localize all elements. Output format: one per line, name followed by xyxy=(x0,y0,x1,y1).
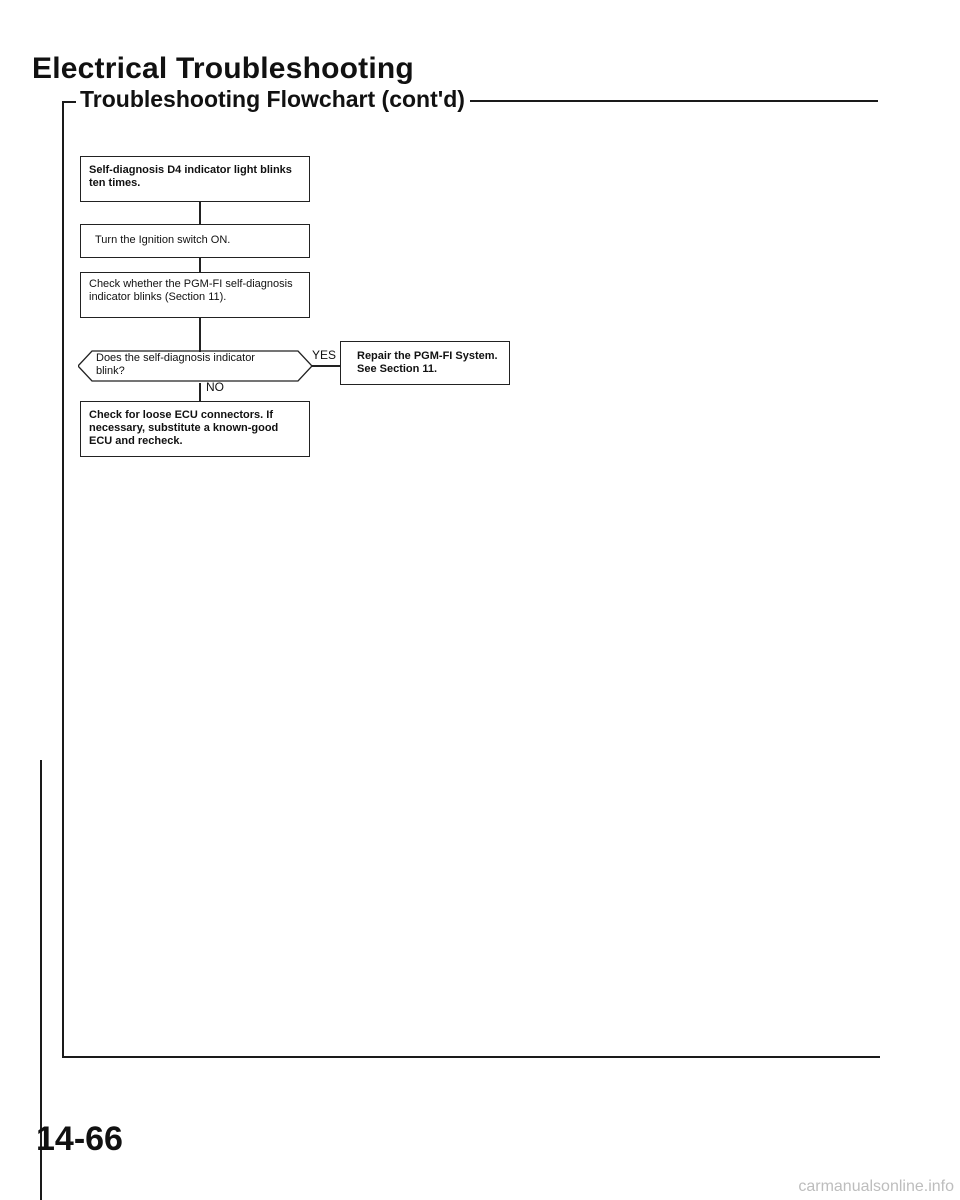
branch-label-yes: YES xyxy=(312,348,337,362)
section-title: Troubleshooting Flowchart (cont'd) xyxy=(80,86,465,112)
flowchart-step-check xyxy=(80,272,310,318)
connector-2 xyxy=(199,258,201,272)
flowchart-step-check-text: Check whether the PGM-FI self-diagnosis indicator blinks (Section 11). xyxy=(89,278,293,303)
section-frame-left-rule xyxy=(62,101,64,1057)
page-title: Electrical Troubleshooting xyxy=(32,52,414,85)
section-frame-top-tick xyxy=(62,101,76,103)
flowchart-step-symptom xyxy=(80,156,310,202)
page-number: 14-66 xyxy=(36,1120,123,1158)
flowchart-action-ecu xyxy=(80,401,310,457)
connector-no xyxy=(199,383,201,401)
section-frame-bottom-rule xyxy=(62,1056,880,1058)
connector-yes xyxy=(312,365,340,367)
branch-label-no: NO xyxy=(206,380,224,394)
watermark-text: carmanualsonline.info xyxy=(798,1178,954,1195)
section-frame-top-rule xyxy=(470,100,878,102)
flowchart-decision-text-line2: blink? xyxy=(96,365,125,377)
flowchart-action-repair xyxy=(340,341,510,385)
flowchart-step-symptom-text: Self-diagnosis D4 indicator light blinks ten times. xyxy=(89,164,292,189)
connector-1 xyxy=(199,202,201,224)
flowchart-action-ecu-text: Check for loose ECU connectors. If necessary, substitute a known-good ECU and recheck. xyxy=(89,409,279,447)
flowchart-action-repair-text: Repair the PGM-FI System. See Section 11. xyxy=(357,350,498,375)
connector-3 xyxy=(199,318,201,352)
flowchart-step-ignition-text: Turn the Ignition switch ON. xyxy=(95,234,231,246)
flowchart-decision-text-line1: Does the self-diagnosis indicator xyxy=(96,352,255,364)
flowchart-step-ignition xyxy=(80,224,310,258)
